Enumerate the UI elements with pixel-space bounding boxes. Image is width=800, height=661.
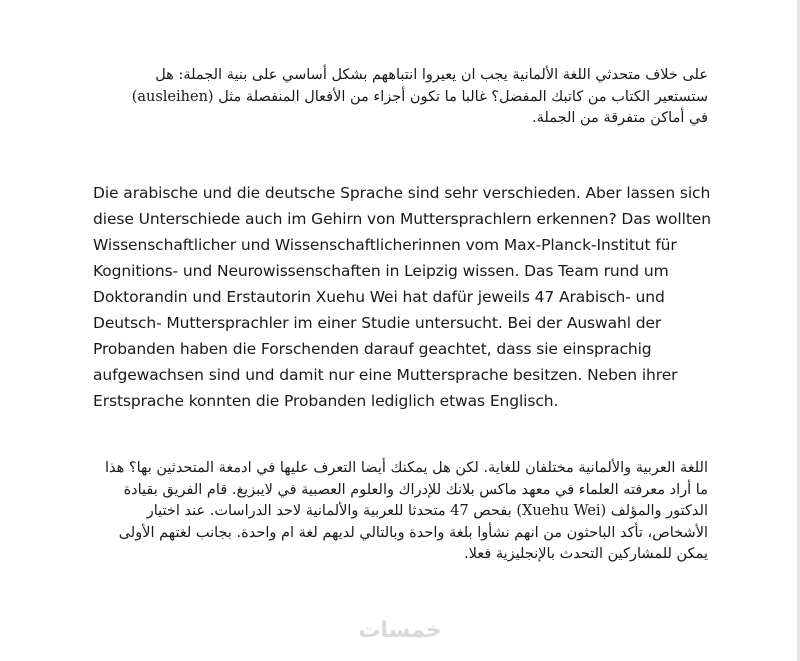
arabic-intro-paragraph: على خلاف متحدثي اللغة الألمانية يجب ان يعيروا انتباههم بشكل أساسي على بنية الجملة: هل ستستعير الكتاب من كاتبك المفضل؟ غالبا ما تكون أجزاء من الأفعال المنفصلة مثل (ausleihen) في أماكن متفرقة من الجملة.	[131, 67, 708, 126]
watermark-logo: خمسات	[358, 618, 442, 643]
german-paragraph: Die arabische und die deutsche Sprache sind sehr verschieden. Aber lassen sich diese Unterschiede auch im Gehirn von Muttersprachlern erkennen? Das wollten Wissenschaftlicher und Wissenschaftlicherinnen vom Max-Planck-Institut für Kognitions- und Neurowissenschaften in Leipzig wissen. Das Team rund um Doktorandin und Erstautorin Xuehu Wei hat dafür jeweils 47 Arabisch- und Deutsch- Muttersprachler im einer Studie untersucht. Bei der Auswahl der Probanden haben die Forschenden darauf geachtet, dass sie einsprachig aufgewachsen sind und damit nur eine Muttersprache besitzen. Neben ihrer Erstsprache konnten die Probanden lediglich etwas Englisch.	[93, 184, 711, 410]
arabic-translation-paragraph: اللغة العربية والألمانية مختلفان للغاية. لكن هل يمكنك أيضا التعرف عليها في ادمغة المتحدثين بها؟ هذا ما أراد معرفته العلماء في معهد ماكس بلانك للإدراك والعلوم العصبية في لايبزيغ. قام الفريق بقيادة الدكتور والمؤلف (Xuehu Wei) بفحص 47 متحدثا للعربية والألمانية لاحد الدراسات. عند اختيار الأشخاص، تأكد الباحثون من انهم نشأوا بلغة واحدة وبالتالي لديهم لغة ام واحدة. بجانب لغتهم الأولى يمكن للمشاركين التحدث بالإنجليزية فعلا.	[105, 460, 708, 562]
